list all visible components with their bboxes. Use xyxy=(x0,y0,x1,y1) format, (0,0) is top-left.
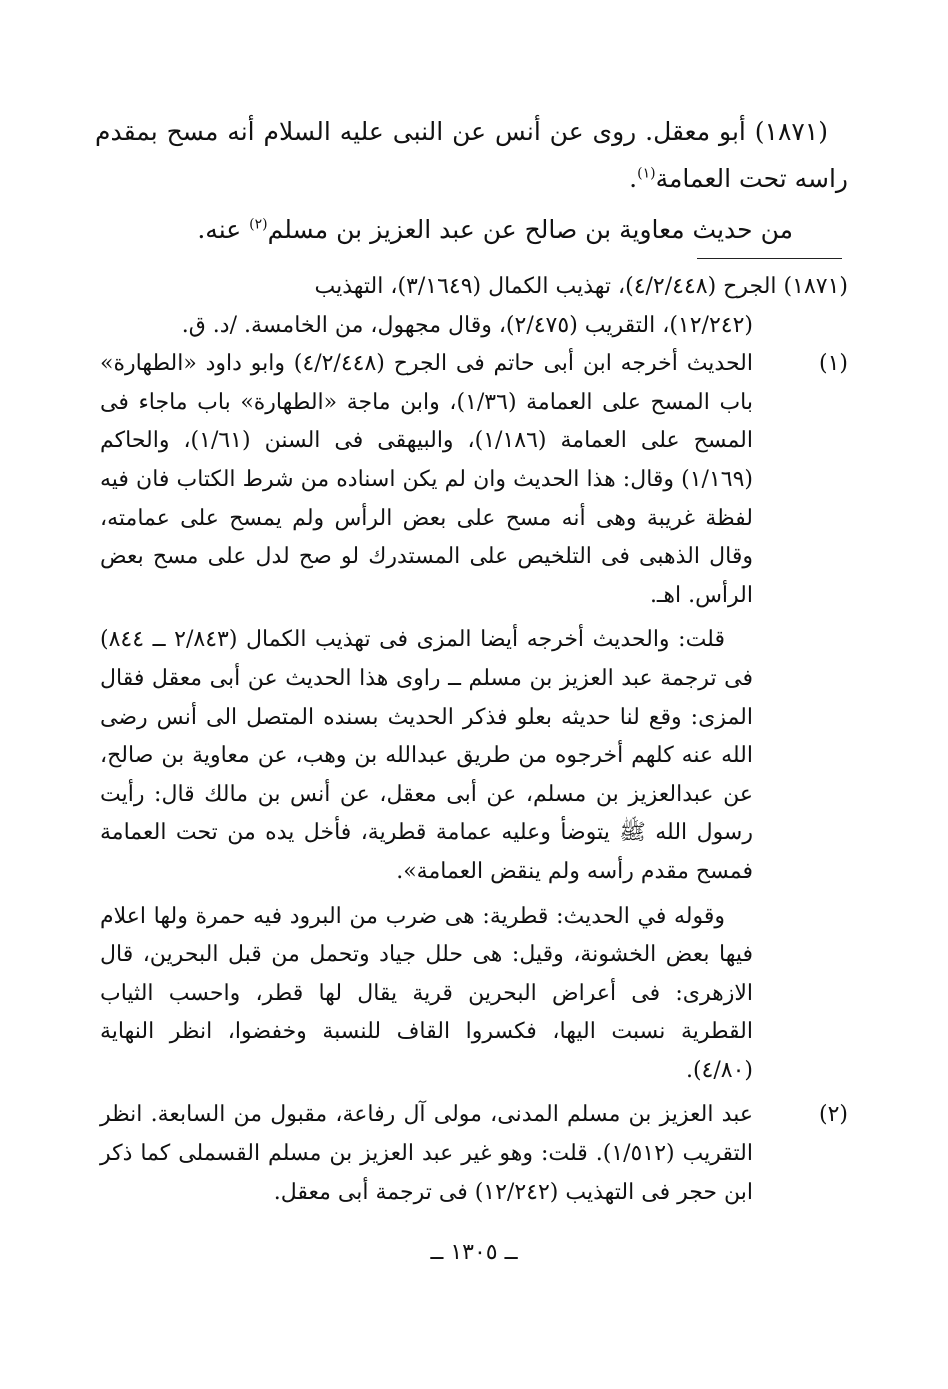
source-line xyxy=(95,206,848,253)
footnote-2-number: (٢) xyxy=(818,1102,848,1128)
footnote-1871-rest: (١٢/٢٤٢)، التقريب (٢/٤٧٥)، وقال مجهول، من الخامسة. /د. ق. xyxy=(181,312,753,338)
footnotes xyxy=(100,268,848,1212)
entry-end: . xyxy=(629,164,638,193)
footnote-1 xyxy=(100,345,848,615)
footnote-separator xyxy=(697,258,842,259)
source-end: عنه. xyxy=(197,215,250,244)
footnote-ref-1: (١) xyxy=(637,165,656,182)
narrator-entry xyxy=(95,108,848,202)
footnote-2-text: عبد العزيز بن مسلم المدنى، مولى آل رفاعة، مقبول من السابعة. انظر التقريب (١/٥١٢). قلت: وهو غير عبد العزيز بن مسلم القسملى كما ذكر ابن حجر فى التهذيب (١٢/٢٤٢) فى ترجمة أبى معقل. xyxy=(100,1102,753,1205)
footnote-2 xyxy=(100,1096,848,1212)
footnote-1-paragraph-qatariyya: وقوله في الحديث: قطرية: هى ضرب من البرود فيه حمرة ولها اعلام فيها بعض الخشونة، وقيل: هى حلل جياد وتحمل من قبل البحرين، قال الازهرى: فى أعراض البحرين قرية يقال لها قطر، واحسب الثياب القطرية نسبت اليها، فكسروا القاف للنسبة وخفضوا، انظر النهاية (٤/٨٠). xyxy=(100,903,753,1083)
footnote-1871-first-line: (١٨٧١) الجرح (٤/٢/٤٤٨)، تهذيب الكمال (٣/١٦٤٩)، التهذيب xyxy=(314,274,848,299)
footnote-1-number: (١) xyxy=(818,351,848,377)
footnote-ref-2: (٢) xyxy=(249,216,268,233)
page-number: ــ ١٣٠٥ ــ xyxy=(430,1240,518,1265)
footnote-1871 xyxy=(100,268,848,345)
source-text: من حديث معاوية بن صالح عن عبد العزيز بن مسلم xyxy=(267,215,793,244)
main-text xyxy=(95,108,848,253)
footnote-1871-number: (١٨٧١) xyxy=(783,274,848,299)
entry-text: (١٨٧١) أبو معقل. روى عن أنس عن النبى عليه السلام أنه مسح بمقدم راسه تحت العمامة xyxy=(95,117,848,193)
footnote-1-paragraph-mizzi: قلت: والحديث أخرجه أيضا المزى فى تهذيب الكمال (٢/٨٤٣ ــ ٨٤٤) فى ترجمة عبد العزيز بن مسلم ــ راوى هذا الحديث عن أبى معقل فقال المزى: وقع لنا حديثه بعلو فذكر الحديث بسنده المتصل الى أنس رضى الله عنه كلهم أخرجوه من طريق عبدالله بن وهب، عن معاوية بن صالح، عن عبدالعزيز بن مسلم، عن أبى معقل، عن أنس بن مالك قال: رأيت رسول الله ﷺ يتوضأ وعليه عمامة قطرية، فأخل يده من تحت العمامة فمسح مقدم رأسه ولم ينقض العمامة». xyxy=(100,627,753,884)
footnote-1-text: الحديث أخرجه ابن أبى حاتم فى الجرح (٤/٢/٤٤٨) وابو داود «الطهارة» باب المسح على العمامة (١/٣٦)، وابن ماجة «الطهارة» باب ماجاء فى المسح على العمامة (١/١٨٦)، والبيهقى فى السنن (١/٦١)، والحاكم (١/١٦٩) وقال: هذا الحديث وان لم يكن اسناده من شرط الكتاب فان فيه لفظة غريبة وهى أنه مسح على بعض الرأس ولم يمسح على عمامته، وقال الذهبى فى التلخيص على المستدرك لو صح لدل على مسح بعض الرأس. اهـ. xyxy=(100,351,753,608)
